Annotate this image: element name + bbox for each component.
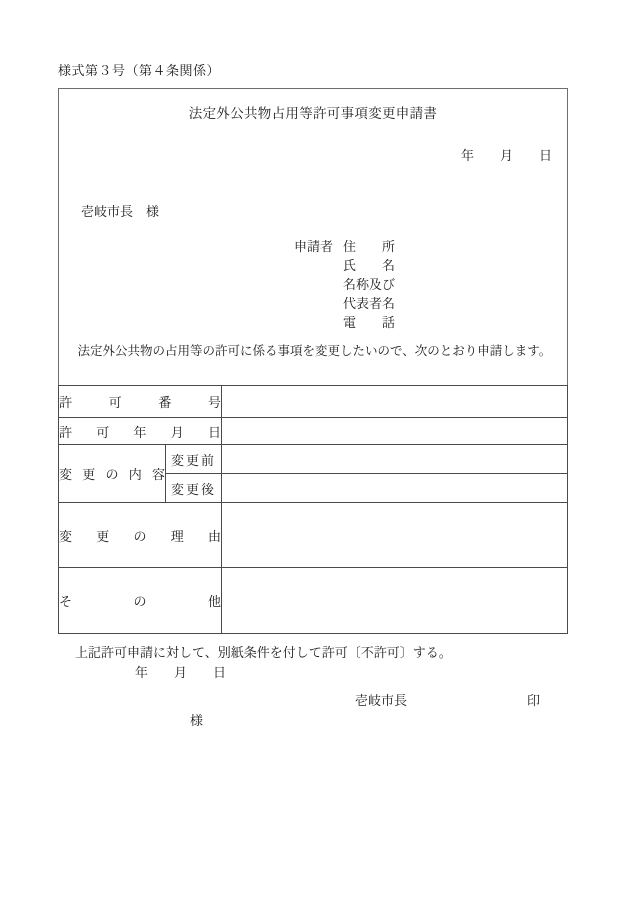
application-statement: 法定外公共物の占用等の許可に係る事項を変更したいので、次のとおり申請します。 xyxy=(65,344,552,358)
table-row xyxy=(59,568,568,634)
mayor-signature: 壱岐市長 xyxy=(355,693,408,708)
form-title: 法定外公共物占用等許可事項変更申請書 xyxy=(188,106,438,121)
change-content-label: 変 更 の 内 容 xyxy=(59,467,165,482)
addressee-mayor: 壱岐市長 様 xyxy=(81,204,160,219)
change-before-value-cell xyxy=(222,445,568,474)
change-content-label-cell xyxy=(59,445,166,503)
applicant-block xyxy=(294,237,395,332)
table-row xyxy=(59,386,568,418)
change-before-label-cell: 変更前 xyxy=(166,445,222,474)
change-after-value-cell xyxy=(222,474,568,503)
applicant-field-address: 住 所 xyxy=(343,239,396,254)
applicant-field-org-line2: 代表者名 xyxy=(343,296,396,311)
table-row xyxy=(59,503,568,568)
form-number: 様式第３号（第４条関係） xyxy=(58,63,221,78)
decision-date-line: 年 月 日 xyxy=(135,665,227,680)
table-row xyxy=(59,418,568,445)
change-reason-label-cell xyxy=(59,503,222,568)
change-after-label-cell: 変更後 xyxy=(166,474,222,503)
other-label: そ の 他 xyxy=(59,594,221,609)
permit-date-value-cell xyxy=(222,418,568,445)
permit-number-label-cell xyxy=(59,386,222,418)
applicant-field-org-line1: 名称及び xyxy=(343,277,396,292)
change-reason-value-cell xyxy=(222,503,568,568)
permit-change-table xyxy=(58,385,568,634)
permit-date-label-cell xyxy=(59,418,222,445)
form-box xyxy=(58,88,568,634)
decision-statement: 上記許可申請に対して、別紙条件を付して許可〔不許可〕する。 xyxy=(62,645,452,660)
addressee-suffix: 様 xyxy=(190,713,204,728)
applicant-field-name: 氏 名 xyxy=(343,258,396,273)
permit-date-label: 許 可 年 月 日 xyxy=(59,424,221,440)
seal-mark: 印 xyxy=(527,693,541,708)
applicant-label: 申請者 xyxy=(294,239,334,254)
other-label-cell xyxy=(59,568,222,634)
applicant-field-phone: 電 話 xyxy=(343,315,396,330)
permit-number-value-cell xyxy=(222,386,568,418)
table-row xyxy=(59,445,568,474)
other-value-cell xyxy=(222,568,568,634)
permit-number-label: 許 可 番 号 xyxy=(59,395,221,410)
applicant-fields xyxy=(343,237,395,332)
change-reason-label: 変 更 の 理 由 xyxy=(59,528,221,544)
date-line-top: 年 月 日 xyxy=(460,148,552,163)
